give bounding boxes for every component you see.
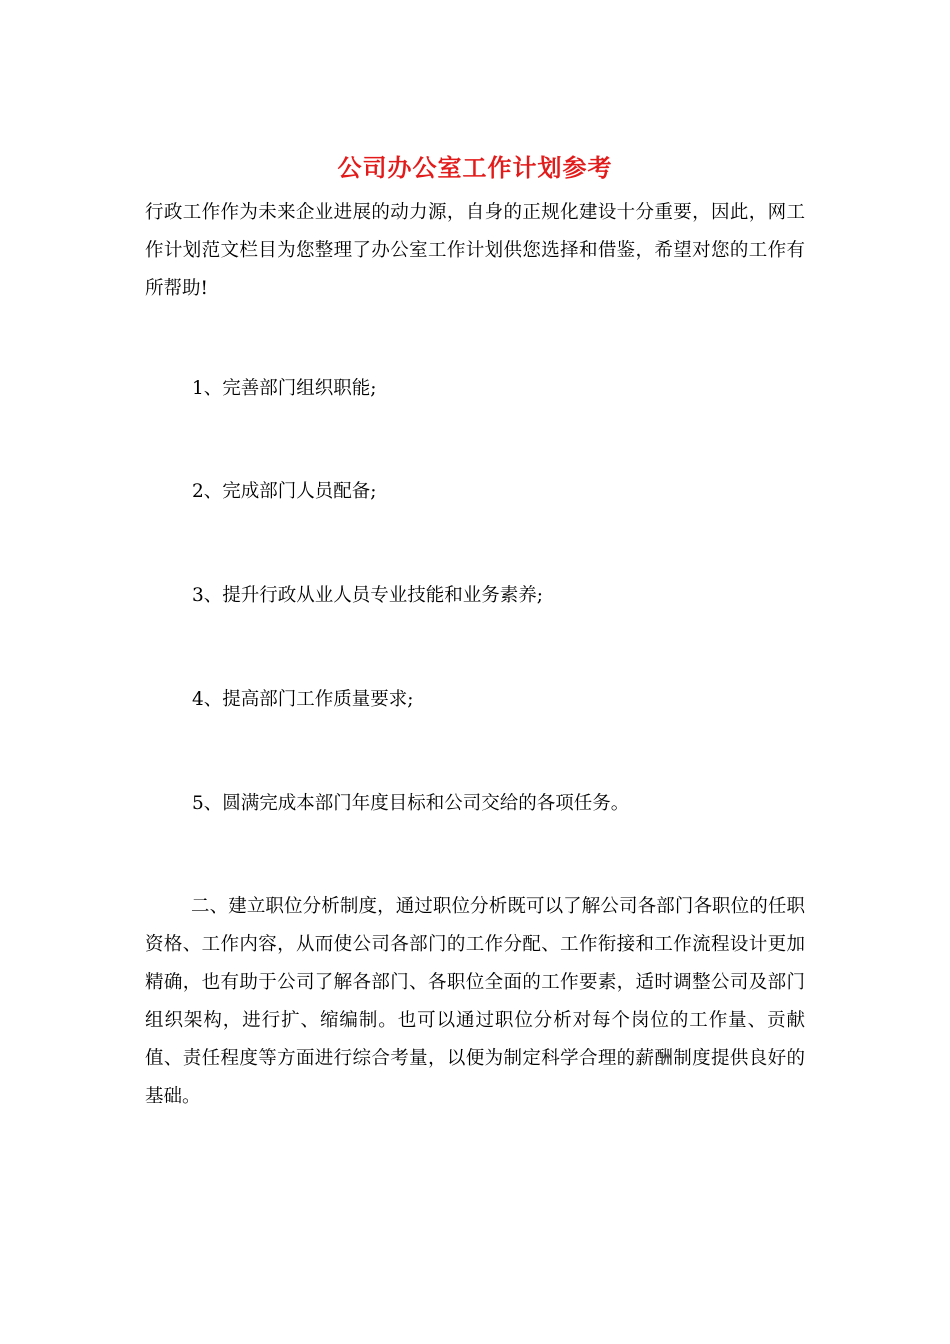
list-item-3: 3、提升行政从业人员专业技能和业务素养; (192, 585, 544, 606)
list-item-2: 2、完成部门人员配备; (192, 481, 377, 502)
list-item-5: 5、圆满完成本部门年度目标和公司交给的各项任务。 (192, 793, 630, 814)
intro-paragraph: 行政工作作为未来企业进展的动力源，自身的正规化建设十分重要，因此，网工作计划范文栏目为您整理了办公室工作计划供您选择和借鉴，希望对您的工作有所帮助! (145, 202, 805, 299)
list-item-4: 4、提高部门工作质量要求; (192, 689, 414, 710)
document-title: 公司办公室工作计划参考 (337, 154, 613, 182)
list-item-1: 1、完善部门组织职能; (192, 378, 377, 399)
section-two-paragraph: 二、建立职位分析制度，通过职位分析既可以了解公司各部门各职位的任职资格、工作内容，从而使公司各部门的工作分配、工作衔接和工作流程设计更加精确，也有助于公司了解各部门、各职位全面的工作要素，适时调整公司及部门组织架构，进行扩、缩编制。也可以通过职位分析对每个岗位的工作量、贡献值、责任程度等方面进行综合考量，以便为制定科学合理的薪酬制度提供良好的基础。 (145, 896, 805, 1107)
